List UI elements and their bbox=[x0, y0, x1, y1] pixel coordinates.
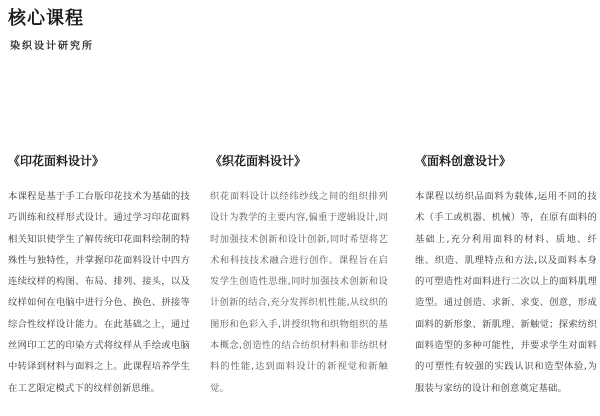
course-column-printing bbox=[8, 152, 190, 394]
course-column-weaving bbox=[210, 152, 392, 394]
course-heading: 《织花面料设计》 bbox=[210, 154, 307, 168]
page-subtitle: 染织设计研究所 bbox=[10, 41, 94, 52]
page-title: 核心课程 bbox=[8, 8, 84, 29]
course-description: 织花面料设计以经纬纱线之间的组织排列设计为教学的主要内容,偏重于逻辑设计,同时加强技术创新和设计创新,同时希望将艺术和科技技术融合进行创作。课程旨在启发学生创造性思维,同时加强技术创新和设计创新的结合,充分发挥织机性能,从纹织的图形和色彩入手,讲授织物和织物组织的基本概念,创造性的结合纺织材料和非纺织材料的性能,达到面料设计的新视觉和新触觉。 bbox=[210, 191, 388, 394]
course-heading: 《印花面料设计》 bbox=[8, 154, 105, 168]
course-description: 本课程以纺织品面料为载体,运用不同的技术（手工或机器、机械）等，在原有面料的基础上,充分利用面料的材料、质地、纤维、织造、肌理特点和方法,以及面料本身的可塑造性对面料进行二次以上的面料肌理造型。通过创造、求新、求变、创意，形成面料的新形象、新肌理、新触觉；探索纺织面料造型的多种可能性，并要求学生对面料的可塑性有较强的实践认识和造型体验,为服装与家纺的设计和创意奠定基础。 bbox=[415, 191, 597, 394]
course-description: 本课程是基于手工台版印花技术为基础的技巧训练和纹样形式设计。通过学习印花面料相关知识使学生了解传统印花面料绘制的特殊性与独特性，并掌握印花面料设计中四方连续纹样的构图、布局、排列、接头，以及纹样如何在电脑中进行分色、换色、拼接等综合性纹样设计能力。在此基础之上，通过丝网印工艺的印染方式将纹样从手绘或电脑中转译到材料与面料之上。此课程培养学生在工艺限定模式下的纹样创新思维。 bbox=[8, 191, 190, 394]
course-column-fabric-creative bbox=[415, 152, 597, 394]
course-heading: 《面料创意设计》 bbox=[415, 154, 512, 168]
